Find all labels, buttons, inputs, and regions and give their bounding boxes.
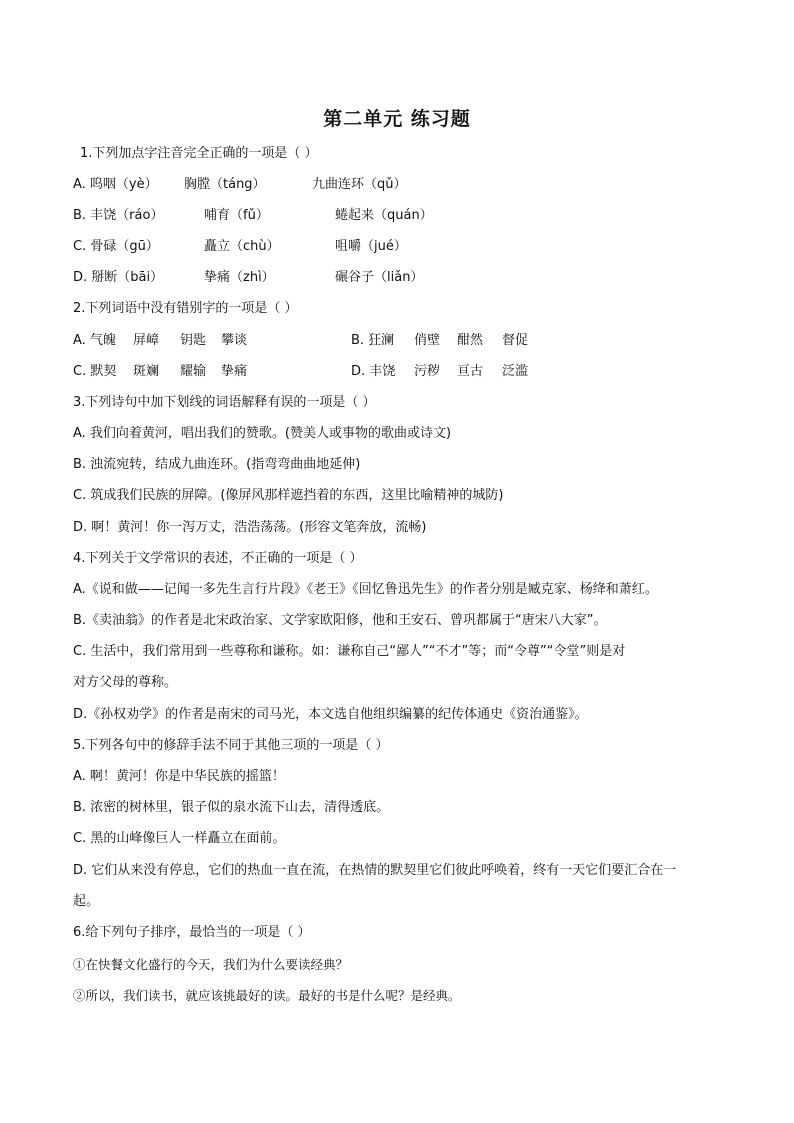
q2-d-label: D. 丰饶 xyxy=(351,364,396,379)
q4-option-c-line1: C. 生活中，我们常用到一些尊称和谦称。如：谦称自己“鄙人”“不才”等；而“令尊”“令堂”则是对 xyxy=(73,644,626,659)
q1-a-2: 胸膛（táng） xyxy=(184,177,266,192)
q5-stem: 5.下列各句中的修辞手法不同于其他三项的一项是（ ） xyxy=(73,738,389,753)
q1-c-1: C. 骨碌（gū） xyxy=(73,239,159,254)
q5-option-d-line2: 起。 xyxy=(73,894,100,909)
q1-c-3: 咀嚼（jué） xyxy=(335,239,407,254)
q5-option-d-line1: D. 它们从来没有停息，它们的热血一直在流，在热情的默契里它们彼此呼唤着，终有一天它们要汇合在一 xyxy=(73,863,677,878)
q2-c-label: C. 默契 xyxy=(73,364,117,379)
q2-stem: 2.下列词语中没有错别字的一项是（ ） xyxy=(73,301,298,316)
q1-d-1: D. 掰断（bāi） xyxy=(73,270,164,285)
q2-c-2: 斑斓 xyxy=(133,364,160,379)
q2-d-4: 泛滥 xyxy=(502,364,529,379)
q3-option-c: C. 筑成我们民族的屏障。(像屏风那样遮挡着的东西，这里比喻精神的城防) xyxy=(73,488,504,503)
q4-option-b: B.《卖油翁》的作者是北宋政治家、文学家欧阳修，他和王安石、曾巩都属于“唐宋八大家”。 xyxy=(73,613,607,628)
q2-c-4: 挚痛 xyxy=(221,364,248,379)
q4-stem: 4.下列关于文学常识的表述，不正确的一项是（ ） xyxy=(73,551,363,566)
q6-sentence-2: ②所以，我们读书，就应该挑最好的读。最好的书是什么呢？是经典。 xyxy=(73,988,461,1003)
q2-d-3: 亘古 xyxy=(457,364,484,379)
q1-a-1: A. 呜咽（yè） xyxy=(73,177,158,192)
q1-d-2: 挚痛（zhì） xyxy=(204,270,275,285)
q2-a-4: 攀谈 xyxy=(221,333,248,348)
q3-option-d: D. 啊！黄河！你一泻万丈，浩浩荡荡。(形容文笔奔放，流畅) xyxy=(73,520,427,535)
page-title: 第二单元 练习题 xyxy=(323,108,471,130)
q1-c-2: 矗立（chù） xyxy=(204,239,280,254)
q2-b-3: 酣然 xyxy=(457,333,484,348)
q2-b-label: B. 狂澜 xyxy=(351,333,395,348)
q2-a-label: A. 气魄 xyxy=(73,333,116,348)
q1-stem: 1.下列加点字注音完全正确的一项是（ ） xyxy=(80,146,318,161)
q4-option-a: A.《说和做——记闻一多先生言行片段》《老王》《回忆鲁迅先生》的作者分别是臧克家、杨绛和萧红。 xyxy=(73,582,658,597)
q1-b-3: 蜷起来（quán） xyxy=(335,208,433,223)
q2-b-4: 督促 xyxy=(502,333,529,348)
q2-a-2: 屏嶂 xyxy=(133,333,160,348)
q5-option-b: B. 浓密的树林里，银子似的泉水流下山去，清得透底。 xyxy=(73,800,390,815)
q5-option-c: C. 黑的山峰像巨人一样矗立在面前。 xyxy=(73,831,286,846)
q1-d-3: 碾谷子（liǎn） xyxy=(335,270,424,285)
q1-b-2: 哺育（fǔ） xyxy=(204,208,269,223)
q4-option-d: D.《孙权劝学》的作者是南宋的司马光，本文选自他组织编纂的纪传体通史《资治通鉴》。 xyxy=(73,707,588,722)
q2-d-2: 污秽 xyxy=(414,364,441,379)
q1-b-1: B. 丰饶（ráo） xyxy=(73,208,164,223)
q2-b-2: 俏壁 xyxy=(414,333,441,348)
q4-option-c-line2: 对方父母的尊称。 xyxy=(73,675,178,690)
q5-option-a: A. 啊！黄河！你是中华民族的摇篮！ xyxy=(73,769,285,784)
q3-option-a: A. 我们向着黄河，唱出我们的赞歌。(赞美人或事物的歌曲或诗文) xyxy=(73,426,452,441)
q3-stem: 3.下列诗句中加下划线的词语解释有误的一项是（ ） xyxy=(73,395,376,410)
q2-c-3: 耀输 xyxy=(180,364,207,379)
q6-sentence-1: ①在快餐文化盛行的今天，我们为什么要读经典？ xyxy=(73,957,349,972)
q2-a-3: 钥匙 xyxy=(180,333,207,348)
q6-stem: 6.给下列句子排序，最恰当的一项是（ ） xyxy=(73,925,311,940)
q1-a-3: 九曲连环（qǔ） xyxy=(312,177,407,192)
q3-option-b: B. 浊流宛转，结成九曲连环。(指弯弯曲曲地延伸) xyxy=(73,457,361,472)
